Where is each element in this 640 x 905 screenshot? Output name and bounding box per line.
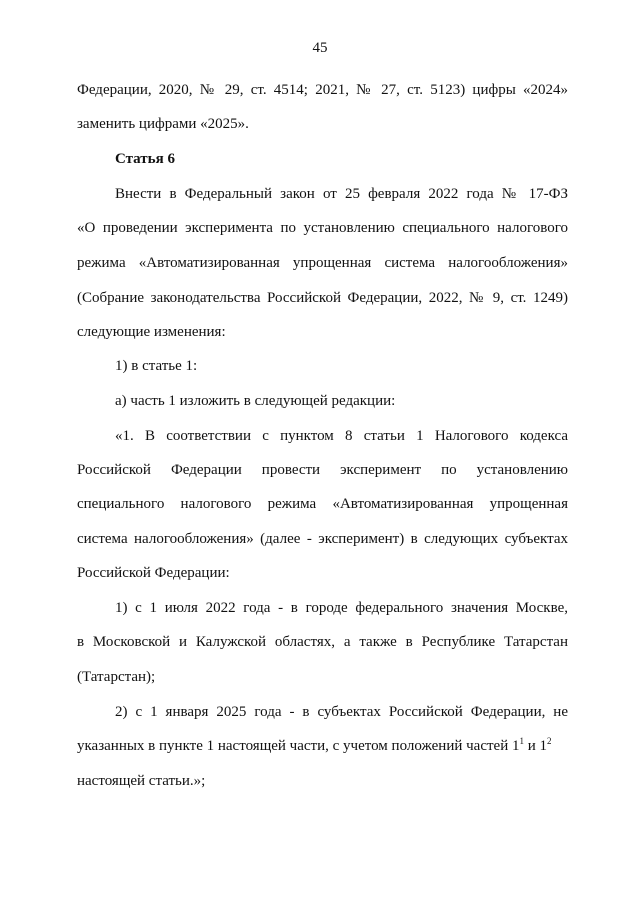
text-line: а) часть 1 изложить в следующей редакции: bbox=[115, 393, 396, 409]
text-line: (Татарстан); bbox=[77, 669, 156, 685]
text-line: настоящей статьи.»; bbox=[77, 773, 206, 789]
text-line: режима «Автоматизированная упрощенная система налогообложения» bbox=[77, 255, 568, 271]
text-line: 1) в статье 1: bbox=[115, 358, 198, 374]
text-line: Внести в Федеральный закон от 25 февраля 2022 года № 17-ФЗ bbox=[115, 186, 568, 202]
text-segment: указанных в пункте 1 настоящей части, с учетом положений частей 1 bbox=[77, 738, 520, 754]
text-line: Российской Федерации провести эксперимент по установлению bbox=[77, 462, 568, 478]
article-heading: Статья 6 bbox=[115, 151, 175, 167]
text-line: «О проведении эксперимента по установлению специального налогового bbox=[77, 220, 568, 236]
text-line: Федерации, 2020, № 29, ст. 4514; 2021, № 27, ст. 5123) цифры «2024» bbox=[77, 82, 568, 98]
text-line: 1) с 1 июля 2022 года - в городе федерального значения Москве, bbox=[115, 600, 568, 616]
text-line: «1. В соответствии с пунктом 8 статьи 1 Налогового кодекса bbox=[115, 428, 568, 444]
text-line: в Московской и Калужской областях, а также в Республике Татарстан bbox=[77, 634, 568, 650]
superscript: 2 bbox=[547, 736, 552, 746]
text-line: (Собрание законодательства Российской Федерации, 2022, № 9, ст. 1249) bbox=[77, 290, 568, 306]
superscript: 1 bbox=[519, 736, 524, 746]
page-number: 45 bbox=[312, 40, 328, 56]
text-line bbox=[77, 736, 568, 756]
text-line: Российской Федерации: bbox=[77, 565, 230, 581]
text-segment: и 1 bbox=[524, 738, 548, 754]
text-line: следующие изменения: bbox=[77, 324, 226, 340]
text-line: 2) с 1 января 2025 года - в субъектах Российской Федерации, не bbox=[115, 704, 568, 720]
text-line: система налогообложения» (далее - эксперимент) в следующих субъектах bbox=[77, 531, 568, 547]
text-line: заменить цифрами «2025». bbox=[77, 116, 249, 132]
text-line: специального налогового режима «Автоматизированная упрощенная bbox=[77, 496, 568, 512]
